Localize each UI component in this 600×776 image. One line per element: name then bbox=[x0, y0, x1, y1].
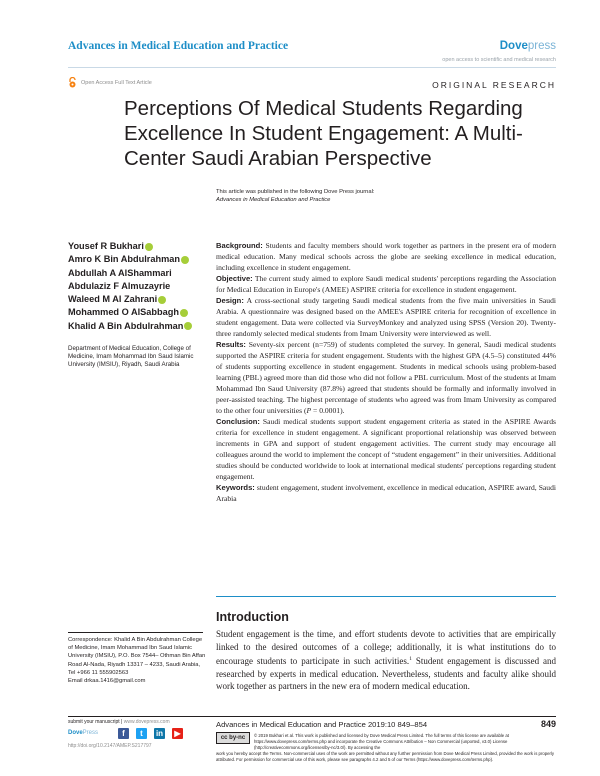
author-item bbox=[68, 306, 218, 319]
author-item bbox=[68, 240, 218, 253]
abstract-divider bbox=[216, 596, 556, 597]
author-name[interactable]: Yousef R Bukhari bbox=[68, 241, 144, 251]
abstract-text: = 0.0001). bbox=[311, 406, 345, 415]
header-divider bbox=[68, 67, 556, 68]
author-name[interactable]: Abdulaziz F Almuzayrie bbox=[68, 280, 171, 291]
orcid-icon[interactable] bbox=[158, 296, 166, 304]
article-title: Perceptions Of Medical Students Regarding Excellence In Student Engagement: A Multi-Center Saudi Arabian Perspective bbox=[124, 97, 523, 170]
abstract-label: Design: bbox=[216, 296, 244, 305]
correspondence-text: Correspondence: Khalid A Bin Abdulrahman College of Medicine, Imam Mohammad Ibn Saud Islamic University (IMSIU), P.O. Box 7544– Othman Bin Affan Road Al-Nada, Riyadh 13317 – 4233, Saudi Arabia, Tel +966 11 555902563 bbox=[68, 637, 206, 676]
orcid-icon[interactable] bbox=[181, 256, 189, 264]
author-item bbox=[68, 253, 218, 266]
intro-text: Student engagement is the time, and effort students devote to activities that are empirically linked to the desired outcomes of a college; additionally, it is what institutions do to encourage students to participate in such activities. bbox=[216, 629, 556, 667]
publisher-logo-suffix: press bbox=[527, 40, 556, 52]
submit-url[interactable]: www.dovepress.com bbox=[123, 719, 170, 725]
p-value-symbol: P bbox=[306, 406, 312, 415]
author-item bbox=[68, 320, 218, 333]
page-number: 849 bbox=[540, 719, 556, 729]
reference-link[interactable]: 1 bbox=[409, 656, 412, 663]
abstract-label: Results: bbox=[216, 340, 246, 349]
submit-manuscript-link[interactable]: submit your manuscript | www.dovepress.com bbox=[68, 719, 170, 725]
orcid-icon[interactable] bbox=[180, 309, 188, 317]
intro-text: Student engagement is discussed and researched by experts in medical education. Nevertheless, students and faculty alike should work together as partners in the new era of modern medical education. bbox=[216, 656, 556, 692]
affiliation: Department of Medical Education, College of Medicine, Imam Mohammad Ibn Saud Islamic University (IMSIU), Riyadh, Saudi Arabia bbox=[68, 345, 194, 369]
social-links bbox=[118, 728, 183, 739]
twitter-icon[interactable]: t bbox=[136, 728, 147, 739]
linkedin-icon[interactable]: in bbox=[155, 729, 164, 738]
abstract-label: Objective: bbox=[216, 274, 253, 283]
youtube-icon[interactable]: ▶ bbox=[172, 728, 183, 739]
abstract-text: Saudi medical students support student engagement criteria as stated in the ASPIRE Awards criteria for excellence in student engagement. A significant proportional relationship was observed between increments in GPA and support of student engagement activities. The current study may encourage all colleagues around the world to implement the concept of “student engagement” in their universities. Additional studies should be conducted worldwide to look at international medical students' perceptions regarding student engagement. bbox=[216, 417, 556, 481]
abstract-text: The current study aimed to explore Saudi medical students' perceptions regarding the Association for Medical Education in Europe's (AMEE) ASPIRE criteria for excellence in student engagement. bbox=[216, 274, 556, 294]
abstract-keywords bbox=[216, 482, 556, 504]
facebook-icon[interactable]: f bbox=[118, 728, 129, 739]
correspondence-email[interactable]: Email drkaa.1416@gmail.com bbox=[68, 678, 146, 685]
footer-divider bbox=[68, 716, 556, 717]
publisher-tagline: open access to scientific and medical research bbox=[442, 57, 556, 63]
open-access-text: Open Access Full Text Article bbox=[81, 79, 152, 86]
author-name[interactable]: Mohammed O AlSabbagh bbox=[68, 307, 179, 318]
abstract-objective bbox=[216, 273, 556, 295]
doi-link[interactable]: http://doi.org/10.2147/AMEP.S217797 bbox=[68, 743, 152, 749]
abstract-label: Background: bbox=[216, 241, 263, 250]
open-access-label bbox=[68, 77, 152, 88]
author-item bbox=[68, 280, 218, 293]
publication-note-text: This article was published in the following Dove Press journal: bbox=[216, 189, 375, 195]
author-name[interactable]: Khalid A Bin Abdulrahman bbox=[68, 320, 184, 331]
correspondence bbox=[68, 636, 208, 685]
author-list bbox=[68, 240, 218, 333]
article-type: ORIGINAL RESEARCH bbox=[432, 80, 556, 90]
abstract-text: A cross-sectional study targeting Saudi medical students from the five main universities in Saudi Arabia. A questionnaire was designed based on the AMEE's ASPIRE criteria for recognition of excellence in student engagement. Data were collected via SurveyMonkey and analyzed using SPSS (Version 20). Twenty-three randomly selected medical students from Imam University were interviewed as well. bbox=[216, 296, 556, 338]
abstract-background bbox=[216, 240, 556, 273]
author-item bbox=[68, 267, 218, 280]
abstract-label: Keywords: bbox=[216, 483, 255, 492]
intro-paragraph bbox=[216, 628, 556, 693]
submit-text: submit your manuscript bbox=[68, 719, 120, 725]
section-heading: Introduction bbox=[216, 610, 289, 624]
footer-logo-main: Dove bbox=[68, 730, 83, 736]
abstract-text: Students and faculty members should work together as partners in the present era of modern medical education. Many medical schools across the globe are seeking excellence in medical education, including excellence in student engagement. bbox=[216, 241, 557, 272]
abstract-text: Seventy-six percent (n=759) of students completed the survey. In general, Saudi medical students supported the ASPIRE criteria for student engagement. Students with the highest GPA (4.5–5) constituted 44% of students supporting excellence in student engagement. Students in medical schools using problem-based learning (PBL) agreed more than did those who did not follow a PBL curriculum. Most of the students at Imam Mohammad Ibn Saud University (87.8%) agreed that students should be formally and informally involved in peer-assisted teaching. The highest percentage of students who agreed was from Imam University as compared to the other four universities ( bbox=[216, 340, 556, 415]
author-item bbox=[68, 293, 218, 306]
abstract bbox=[216, 240, 556, 504]
footer-logo[interactable] bbox=[68, 730, 98, 736]
orcid-icon[interactable] bbox=[184, 322, 192, 330]
correspondence-divider bbox=[68, 632, 203, 633]
publication-note-journal[interactable]: Advances in Medical Education and Practice bbox=[216, 197, 331, 203]
open-access-lock-icon bbox=[68, 77, 77, 88]
author-name[interactable]: Waleed M Al Zahrani bbox=[68, 294, 158, 305]
abstract-conclusion bbox=[216, 416, 556, 482]
license-text-continued: work you hereby accept the Terms. Non-commercial uses of the work are permitted without any further permission from Dove Medical Press Limited, provided the work is properly attributed. For permission for commercial use of this work, please see paragraphs 4.2 and 5 of our Terms (https://www.dovepress.com/terms.php). bbox=[216, 751, 555, 762]
publisher-logo-main: Dove bbox=[499, 40, 528, 52]
cc-license-icon[interactable]: cc by-nc bbox=[216, 732, 250, 744]
publication-note bbox=[216, 188, 375, 204]
author-name[interactable]: Amro K Bin Abdulrahman bbox=[68, 254, 180, 265]
license-text: © 2019 Bukhari et al. This work is published and licensed by Dove Medical Press Limited. The full terms of this license are available at https://www.dovepress.com/terms.php and incorporate the Creative Commons Attribution – Non Commercial (unported, v3.0) License (http://creativecommons.org/licenses/by-nc/3.0/). By accessing the bbox=[254, 733, 509, 750]
abstract-design bbox=[216, 295, 556, 339]
author-name[interactable]: Abdullah A AlShammari bbox=[68, 267, 172, 278]
citation: Advances in Medical Education and Practice 2019:10 849–854 bbox=[216, 720, 428, 729]
abstract-results bbox=[216, 339, 556, 416]
footer-logo-suffix: Press bbox=[82, 730, 99, 736]
orcid-icon[interactable] bbox=[145, 243, 153, 251]
abstract-label: Conclusion: bbox=[216, 417, 260, 426]
publisher-logo[interactable] bbox=[500, 40, 556, 52]
journal-title: Advances in Medical Education and Practice bbox=[68, 40, 289, 52]
abstract-text: student engagement, student involvement, excellence in medical education, ASPIRE award, Saudi Arabia bbox=[216, 483, 556, 503]
